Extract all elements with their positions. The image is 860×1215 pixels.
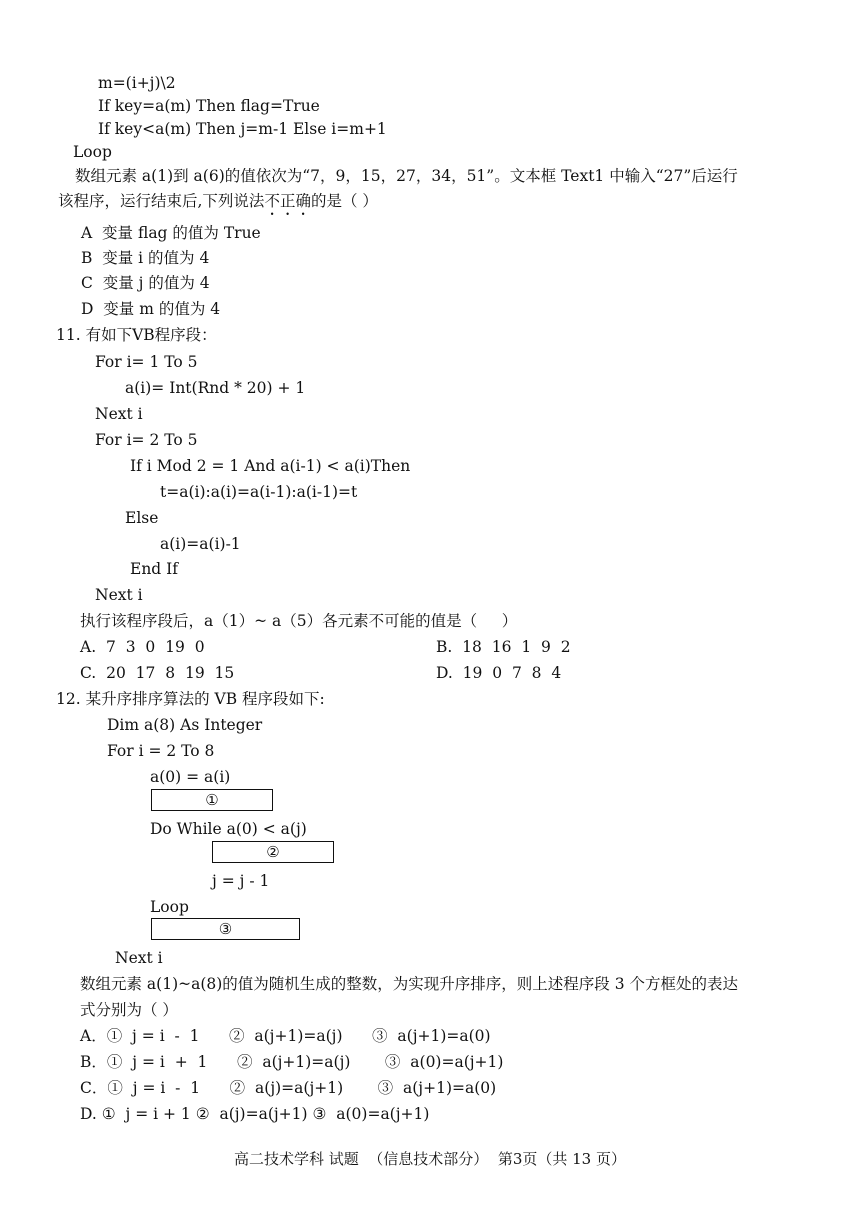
option-b: B. 18 16 1 9 2 bbox=[436, 638, 571, 656]
option-a: A．① j = i - 1 ② a(j+1)=a(j) ③ a(j+1)=a(0) bbox=[80, 1027, 491, 1045]
question-text bbox=[58, 191, 378, 219]
code-line: For i= 2 To 5 bbox=[95, 431, 198, 449]
question-text: 执行该程序段后，a（1）~ a（5）各元素不可能的值是（ ） bbox=[80, 612, 518, 630]
code-line: For i = 2 To 8 bbox=[107, 742, 215, 760]
code-line: Dim a(8) As Integer bbox=[107, 716, 263, 734]
emphasis-dotted-text: 不正确 bbox=[264, 192, 311, 210]
question-text: 数组元素 a(1)~a(8)的值为随机生成的整数，为实现升序排序，则上述程序段 3 个方框处的表达 bbox=[80, 975, 739, 993]
option-c: C 变量 j 的值为 4 bbox=[81, 274, 210, 292]
code-line: Next i bbox=[95, 405, 143, 423]
option-b: B 变量 i 的值为 4 bbox=[81, 249, 210, 267]
code-line: a(i)=a(i)-1 bbox=[160, 535, 241, 553]
code-line: a(0) = a(i) bbox=[150, 768, 231, 786]
page-footer: 高二技术学科 试题 （信息技术部分） 第3页（共 13 页） bbox=[233, 1150, 626, 1168]
question-title: 11. 有如下VB程序段： bbox=[56, 326, 217, 344]
code-line: If key=a(m) Then flag=True bbox=[98, 97, 320, 115]
option-c: C. 20 17 8 19 15 bbox=[80, 664, 235, 682]
option-a: A 变量 flag 的值为 True bbox=[81, 224, 261, 242]
code-line: Next i bbox=[115, 949, 163, 967]
question-text: 数组元素 a(1)到 a(6)的值依次为“7，9，15，27，34，51”。文本框 Text1 中输入“27”后运行 bbox=[75, 167, 738, 185]
question-text-part: 该程序，运行结束后,下列说法 bbox=[58, 192, 265, 210]
code-line: Loop bbox=[150, 898, 189, 916]
code-line: a(i)= Int(Rnd * 20) + 1 bbox=[125, 379, 306, 397]
option-a: A. 7 3 0 19 0 bbox=[80, 638, 205, 656]
code-line: End If bbox=[130, 560, 179, 578]
code-line: j = j - 1 bbox=[212, 872, 270, 890]
code-line: m=(i+j)\2 bbox=[98, 74, 176, 92]
option-d: D. ① j = i + 1 ② a(j)=a(j+1) ③ a(0)=a(j+1) bbox=[80, 1105, 430, 1123]
blank-box-2: ② bbox=[212, 841, 334, 863]
code-line: t=a(i):a(i)=a(i-1):a(i-1)=t bbox=[160, 483, 358, 501]
blank-box-3: ③ bbox=[151, 918, 300, 940]
question-title: 12. 某升序排序算法的 VB 程序段如下: bbox=[56, 690, 325, 708]
option-b: B．① j = i + 1 ② a(j+1)=a(j) ③ a(0)=a(j+1) bbox=[80, 1053, 504, 1071]
code-line: Next i bbox=[95, 586, 143, 604]
option-d: D. 19 0 7 8 4 bbox=[436, 664, 562, 682]
code-line: Do While a(0) < a(j) bbox=[150, 820, 307, 838]
question-text-part: 的是（ ） bbox=[310, 192, 378, 210]
question-text: 式分别为（ ） bbox=[80, 1001, 178, 1019]
code-line: If key<a(m) Then j=m-1 Else i=m+1 bbox=[98, 120, 387, 138]
code-line: Loop bbox=[73, 143, 112, 161]
blank-box-1: ① bbox=[151, 789, 273, 811]
code-line: Else bbox=[125, 509, 159, 527]
code-line: For i= 1 To 5 bbox=[95, 353, 198, 371]
option-c: C．① j = i - 1 ② a(j)=a(j+1) ③ a(j+1)=a(0) bbox=[80, 1079, 497, 1097]
code-line: If i Mod 2 = 1 And a(i-1) < a(i)Then bbox=[130, 457, 411, 475]
option-d: D 变量 m 的值为 4 bbox=[81, 300, 221, 318]
